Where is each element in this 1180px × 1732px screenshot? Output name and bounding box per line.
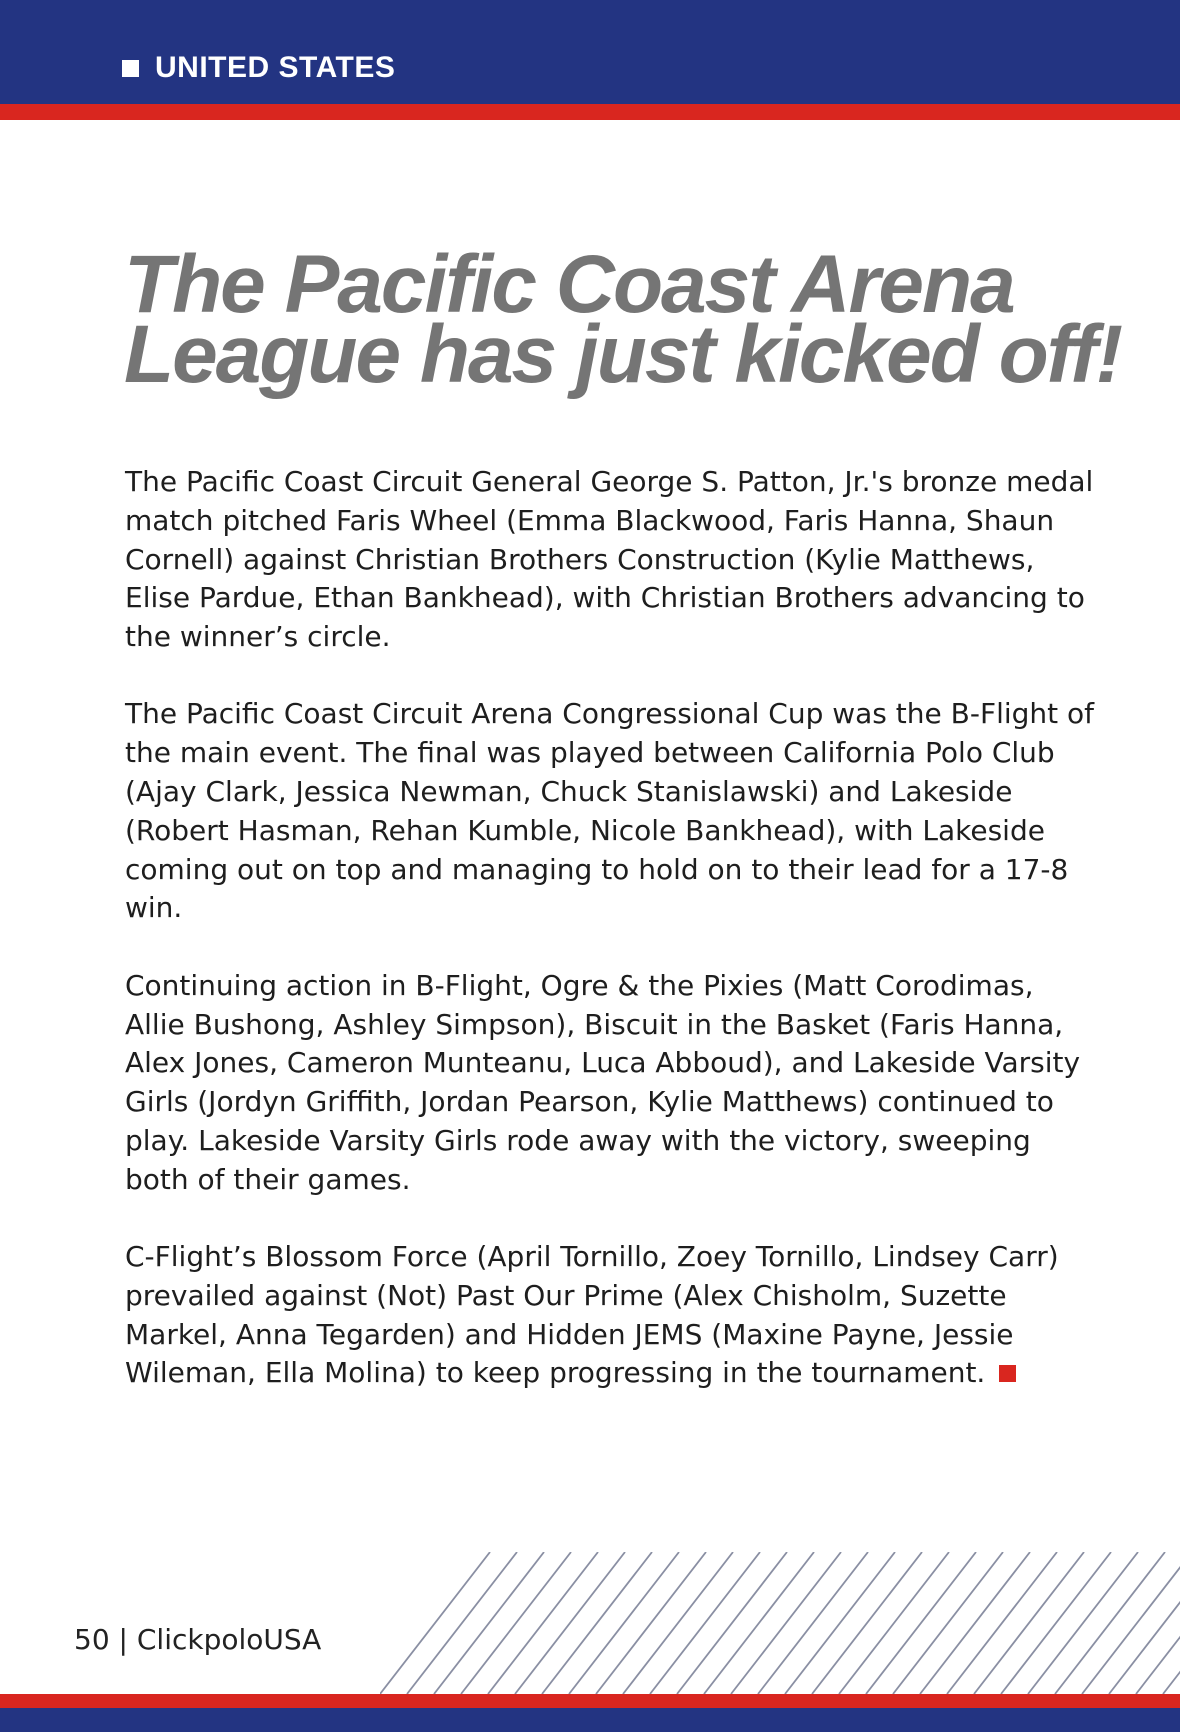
section-label [122,48,395,88]
decorative-stripe-line [623,1552,733,1694]
decorative-stripe-line [974,1552,1084,1694]
decorative-stripe-line [1028,1552,1138,1694]
decorative-stripe-line [1055,1552,1165,1694]
decorative-stripe-line [812,1552,922,1694]
article-paragraph [125,1238,1100,1393]
decorative-stripe-line [542,1552,652,1694]
diagonal-stripes-decoration [380,1552,1180,1694]
decorative-stripe-line [893,1552,1003,1694]
decorative-stripe-line [866,1552,976,1694]
decorative-stripe-line [596,1552,706,1694]
decorative-stripe-line [677,1552,787,1694]
decorative-stripe-line [1001,1552,1111,1694]
decorative-stripe-line [1109,1552,1180,1694]
decorative-stripe-line [731,1552,841,1694]
section-title: UNITED STATES [155,51,396,84]
decorative-stripe-line [488,1552,598,1694]
footer-red-stripe [0,1694,1180,1708]
decorative-stripe-line [569,1552,679,1694]
decorative-stripe-line [785,1552,895,1694]
decorative-stripe-line [1136,1552,1180,1694]
decorative-stripe-line [515,1552,625,1694]
square-bullet-icon [122,60,139,77]
decorative-stripe-line [758,1552,868,1694]
header-red-stripe [0,104,1180,120]
footer-band [0,1708,1180,1732]
decorative-stripe-line [920,1552,1030,1694]
decorative-stripe-line [947,1552,1057,1694]
article-body [125,463,1100,1432]
page-footer-label: 50 | ClickpoloUSA [74,1623,322,1656]
decorative-stripe-line [380,1552,490,1694]
decorative-stripe-line [1082,1552,1180,1694]
article-paragraph: The Pacific Coast Circuit Arena Congressional Cup was the B-Flight of the main event. The final was played between California Polo Club (Ajay Clark, Jessica Newman, Chuck Stanislawski) and Lakeside (Robert Hasman, Rehan Kumble, Nicole Bankhead), with Lakeside coming out on top and managing to hold on to their lead for a 17-8 win. [125,697,1095,925]
end-mark-square-icon [999,1365,1016,1382]
article-paragraph: The Pacific Coast Circuit General George S. Patton, Jr.'s bronze medal match pitched Faris Wheel (Emma Blackwood, Faris Hanna, Shaun Cornell) against Christian Brothers Construction (Kylie Matthews, Elise Pardue, Ethan Bankhead), with Christian Brothers advancing to the winner’s circle. [125,465,1094,654]
decorative-stripe-line [1163,1552,1180,1694]
article-headline: The Pacific Coast Arena League has just kicked off! [124,239,1122,400]
decorative-stripe-line [704,1552,814,1694]
decorative-stripe-line [434,1552,544,1694]
decorative-stripe-line [407,1552,517,1694]
article-paragraph: Continuing action in B-Flight, Ogre & the Pixies (Matt Corodimas, Allie Bushong, Ashley Simpson), Biscuit in the Basket (Faris Hanna, Alex Jones, Cameron Munteanu, Luca Abboud), and Lakeside Varsity Girls (Jordyn Griffith, Jordan Pearson, Kylie Matthews) continued to play. Lakeside Varsity Girls rode away with the victory, sweeping both of their games. [125,968,1081,1196]
decorative-stripe-line [839,1552,949,1694]
decorative-stripe-line [461,1552,571,1694]
decorative-stripe-line [650,1552,760,1694]
article-paragraph-text: C-Flight’s Blossom Force (April Tornillo, Zoey Tornillo, Lindsey Carr) prevailed against (Not) Past Our Prime (Alex Chisholm, Suzette Markel, Anna Tegarden) and Hidden JEMS (Maxine Payne, Jessie Wileman, Ella Molina) to keep progressing in the tournament. [125,1240,1059,1390]
